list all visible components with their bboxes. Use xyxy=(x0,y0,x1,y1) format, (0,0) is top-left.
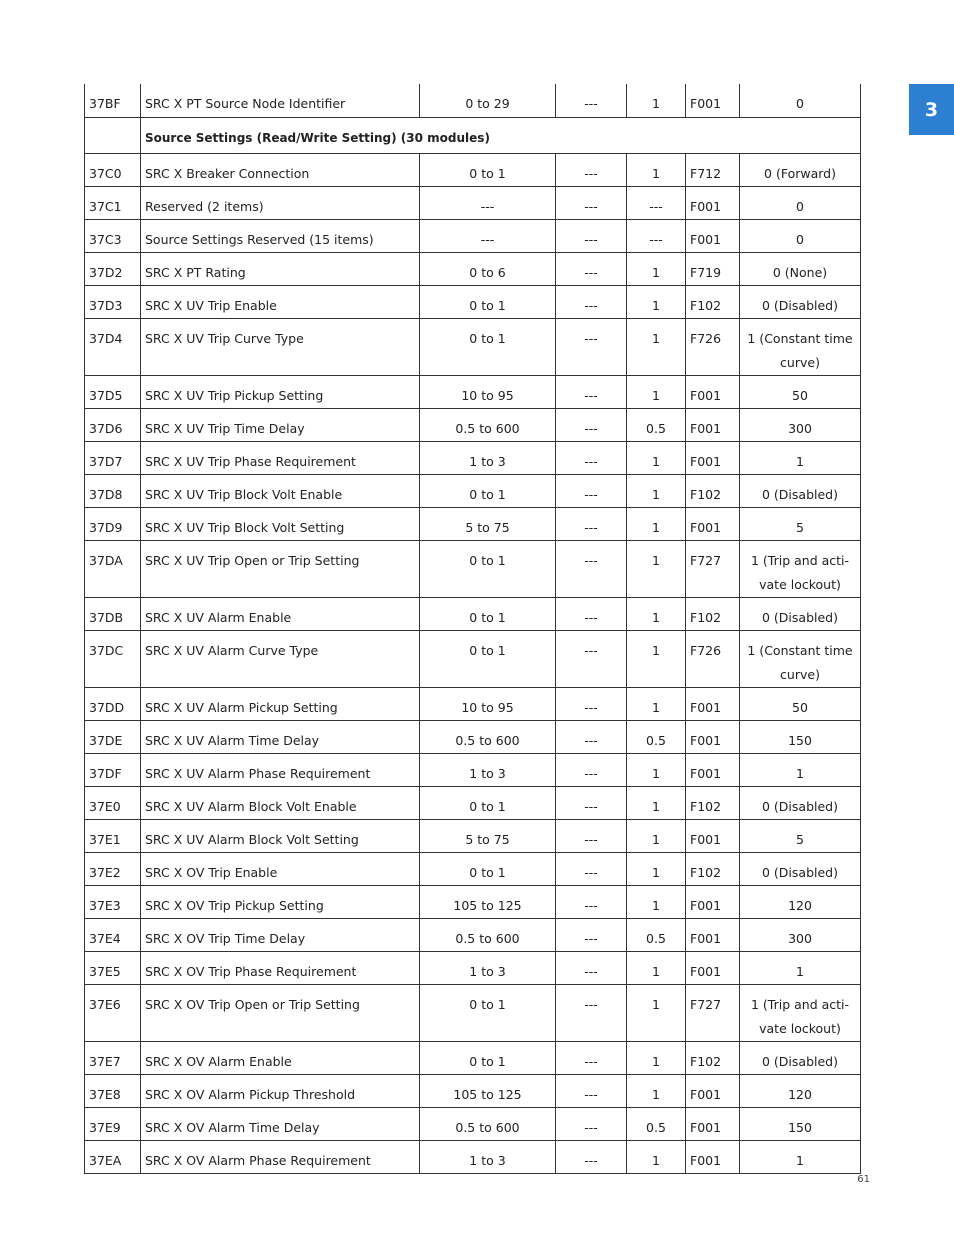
range-cell: 1 to 3 xyxy=(420,753,556,786)
parameter-name-cell: SRC X OV Trip Open or Trip Setting xyxy=(141,984,420,1041)
units-cell: --- xyxy=(556,786,627,819)
range-cell: 1 to 3 xyxy=(420,951,556,984)
address-cell: 37DE xyxy=(85,720,141,753)
format-cell: F001 xyxy=(686,885,740,918)
step-cell: 0.5 xyxy=(627,1107,686,1140)
units-cell: --- xyxy=(556,720,627,753)
step-cell: 1 xyxy=(627,540,686,597)
address-cell: 37D3 xyxy=(85,285,141,318)
address-cell: 37DA xyxy=(85,540,141,597)
default-cell: 1 (Constant time curve) xyxy=(740,318,861,375)
format-cell: F001 xyxy=(686,1140,740,1173)
default-cell: 5 xyxy=(740,819,861,852)
table-row xyxy=(85,786,861,819)
format-cell: F102 xyxy=(686,285,740,318)
range-cell: 0 to 1 xyxy=(420,153,556,186)
range-cell: 0.5 to 600 xyxy=(420,1107,556,1140)
address-cell: 37E0 xyxy=(85,786,141,819)
address-cell: 37C1 xyxy=(85,186,141,219)
default-cell: 50 xyxy=(740,375,861,408)
range-cell: 0 to 1 xyxy=(420,318,556,375)
step-cell: 1 xyxy=(627,84,686,117)
address-cell: 37DD xyxy=(85,687,141,720)
address-cell: 37DC xyxy=(85,630,141,687)
units-cell: --- xyxy=(556,84,627,117)
format-cell: F102 xyxy=(686,786,740,819)
default-cell: 1 xyxy=(740,753,861,786)
default-cell: 0 (Disabled) xyxy=(740,852,861,885)
units-cell: --- xyxy=(556,687,627,720)
format-cell: F727 xyxy=(686,540,740,597)
units-cell: --- xyxy=(556,852,627,885)
table-row xyxy=(85,507,861,540)
table-row xyxy=(85,951,861,984)
units-cell: --- xyxy=(556,1074,627,1107)
parameter-name-cell: SRC X UV Alarm Pickup Setting xyxy=(141,687,420,720)
step-cell: 1 xyxy=(627,984,686,1041)
default-cell: 5 xyxy=(740,507,861,540)
step-cell: 1 xyxy=(627,285,686,318)
range-cell: 105 to 125 xyxy=(420,885,556,918)
format-cell: F102 xyxy=(686,1041,740,1074)
address-cell: 37BF xyxy=(85,84,141,117)
default-cell: 1 (Trip and acti-vate lockout) xyxy=(740,984,861,1041)
section-header-spacer xyxy=(85,117,141,153)
parameter-name-cell: SRC X OV Trip Phase Requirement xyxy=(141,951,420,984)
default-cell: 120 xyxy=(740,1074,861,1107)
address-cell: 37D7 xyxy=(85,441,141,474)
units-cell: --- xyxy=(556,1107,627,1140)
parameter-name-cell: SRC X UV Trip Block Volt Enable xyxy=(141,474,420,507)
default-cell: 50 xyxy=(740,687,861,720)
parameter-name-cell: SRC X UV Alarm Block Volt Setting xyxy=(141,819,420,852)
table-row xyxy=(85,885,861,918)
units-cell: --- xyxy=(556,318,627,375)
address-cell: 37E4 xyxy=(85,918,141,951)
units-cell: --- xyxy=(556,441,627,474)
address-cell: 37E9 xyxy=(85,1107,141,1140)
step-cell: --- xyxy=(627,186,686,219)
step-cell: 1 xyxy=(627,153,686,186)
table-row xyxy=(85,630,861,687)
address-cell: 37D4 xyxy=(85,318,141,375)
address-cell: 37C0 xyxy=(85,153,141,186)
address-cell: 37E7 xyxy=(85,1041,141,1074)
units-cell: --- xyxy=(556,951,627,984)
default-cell: 0 (Disabled) xyxy=(740,474,861,507)
range-cell: 0.5 to 600 xyxy=(420,720,556,753)
range-cell: 0.5 to 600 xyxy=(420,408,556,441)
table-row xyxy=(85,1140,861,1173)
format-cell: F001 xyxy=(686,1107,740,1140)
format-cell: F001 xyxy=(686,819,740,852)
format-cell: F001 xyxy=(686,441,740,474)
format-cell: F102 xyxy=(686,852,740,885)
parameter-name-cell: SRC X UV Trip Open or Trip Setting xyxy=(141,540,420,597)
address-cell: 37E6 xyxy=(85,984,141,1041)
range-cell: --- xyxy=(420,186,556,219)
parameter-name-cell: SRC X PT Rating xyxy=(141,252,420,285)
format-cell: F001 xyxy=(686,720,740,753)
table-row xyxy=(85,252,861,285)
step-cell: 1 xyxy=(627,786,686,819)
default-cell: 150 xyxy=(740,1107,861,1140)
default-cell: 300 xyxy=(740,918,861,951)
parameter-name-cell: Reserved (2 items) xyxy=(141,186,420,219)
units-cell: --- xyxy=(556,474,627,507)
units-cell: --- xyxy=(556,1140,627,1173)
range-cell: 0 to 1 xyxy=(420,597,556,630)
parameter-name-cell: SRC X UV Trip Time Delay xyxy=(141,408,420,441)
parameter-name-cell: SRC X OV Trip Time Delay xyxy=(141,918,420,951)
units-cell: --- xyxy=(556,1041,627,1074)
step-cell: 1 xyxy=(627,951,686,984)
address-cell: 37E2 xyxy=(85,852,141,885)
table-row xyxy=(85,441,861,474)
section-header-row xyxy=(85,117,861,153)
default-cell: 1 (Trip and acti-vate lockout) xyxy=(740,540,861,597)
table-row xyxy=(85,819,861,852)
format-cell: F102 xyxy=(686,597,740,630)
range-cell: 5 to 75 xyxy=(420,507,556,540)
default-cell: 300 xyxy=(740,408,861,441)
range-cell: 1 to 3 xyxy=(420,441,556,474)
default-cell: 0 xyxy=(740,219,861,252)
table-row xyxy=(85,540,861,597)
table-row xyxy=(85,753,861,786)
parameter-name-cell: SRC X OV Alarm Time Delay xyxy=(141,1107,420,1140)
default-cell: 0 (Forward) xyxy=(740,153,861,186)
step-cell: 0.5 xyxy=(627,408,686,441)
range-cell: 0 to 1 xyxy=(420,474,556,507)
format-cell: F001 xyxy=(686,1074,740,1107)
table-row xyxy=(85,153,861,186)
address-cell: 37D5 xyxy=(85,375,141,408)
format-cell: F001 xyxy=(686,753,740,786)
format-cell: F001 xyxy=(686,84,740,117)
parameter-name-cell: SRC X OV Trip Enable xyxy=(141,852,420,885)
format-cell: F001 xyxy=(686,408,740,441)
format-cell: F001 xyxy=(686,687,740,720)
section-header-title: Source Settings (Read/Write Setting) (30 modules) xyxy=(141,117,861,153)
table-row xyxy=(85,1074,861,1107)
parameter-name-cell: SRC X UV Alarm Phase Requirement xyxy=(141,753,420,786)
format-cell: F001 xyxy=(686,375,740,408)
table-row xyxy=(85,1041,861,1074)
chapter-tab: 3 xyxy=(909,84,954,135)
address-cell: 37E5 xyxy=(85,951,141,984)
default-cell: 0 (Disabled) xyxy=(740,786,861,819)
step-cell: 1 xyxy=(627,630,686,687)
table-row xyxy=(85,186,861,219)
units-cell: --- xyxy=(556,507,627,540)
step-cell: 1 xyxy=(627,507,686,540)
step-cell: 1 xyxy=(627,1041,686,1074)
range-cell: 1 to 3 xyxy=(420,1140,556,1173)
step-cell: 0.5 xyxy=(627,918,686,951)
units-cell: --- xyxy=(556,885,627,918)
parameter-name-cell: SRC X OV Alarm Phase Requirement xyxy=(141,1140,420,1173)
step-cell: 1 xyxy=(627,819,686,852)
parameter-name-cell: Source Settings Reserved (15 items) xyxy=(141,219,420,252)
format-cell: F001 xyxy=(686,951,740,984)
default-cell: 150 xyxy=(740,720,861,753)
format-cell: F727 xyxy=(686,984,740,1041)
range-cell: 105 to 125 xyxy=(420,1074,556,1107)
address-cell: 37C3 xyxy=(85,219,141,252)
step-cell: 1 xyxy=(627,687,686,720)
range-cell: 0 to 6 xyxy=(420,252,556,285)
parameter-name-cell: SRC X UV Alarm Time Delay xyxy=(141,720,420,753)
parameter-name-cell: SRC X UV Alarm Enable xyxy=(141,597,420,630)
format-cell: F726 xyxy=(686,630,740,687)
table-row xyxy=(85,219,861,252)
table-row xyxy=(85,84,861,117)
step-cell: 1 xyxy=(627,597,686,630)
step-cell: 1 xyxy=(627,474,686,507)
units-cell: --- xyxy=(556,153,627,186)
units-cell: --- xyxy=(556,918,627,951)
address-cell: 37D2 xyxy=(85,252,141,285)
table-row xyxy=(85,918,861,951)
default-cell: 0 xyxy=(740,84,861,117)
range-cell: 0 to 1 xyxy=(420,1041,556,1074)
address-cell: 37E1 xyxy=(85,819,141,852)
step-cell: 1 xyxy=(627,1074,686,1107)
units-cell: --- xyxy=(556,597,627,630)
format-cell: F102 xyxy=(686,474,740,507)
table-row xyxy=(85,1107,861,1140)
step-cell: 0.5 xyxy=(627,720,686,753)
format-cell: F001 xyxy=(686,219,740,252)
parameter-name-cell: SRC X OV Alarm Pickup Threshold xyxy=(141,1074,420,1107)
parameter-name-cell: SRC X UV Trip Enable xyxy=(141,285,420,318)
step-cell: 1 xyxy=(627,885,686,918)
parameter-name-cell: SRC X OV Trip Pickup Setting xyxy=(141,885,420,918)
default-cell: 1 (Constant time curve) xyxy=(740,630,861,687)
default-cell: 1 xyxy=(740,1140,861,1173)
table-row xyxy=(85,852,861,885)
units-cell: --- xyxy=(556,408,627,441)
step-cell: --- xyxy=(627,219,686,252)
format-cell: F719 xyxy=(686,252,740,285)
parameter-name-cell: SRC X Breaker Connection xyxy=(141,153,420,186)
address-cell: 37D6 xyxy=(85,408,141,441)
table-row xyxy=(85,687,861,720)
step-cell: 1 xyxy=(627,441,686,474)
range-cell: 0.5 to 600 xyxy=(420,918,556,951)
address-cell: 37EA xyxy=(85,1140,141,1173)
parameter-name-cell: SRC X UV Trip Block Volt Setting xyxy=(141,507,420,540)
address-cell: 37E8 xyxy=(85,1074,141,1107)
parameter-name-cell: SRC X OV Alarm Enable xyxy=(141,1041,420,1074)
format-cell: F001 xyxy=(686,507,740,540)
table-row xyxy=(85,408,861,441)
range-cell: 5 to 75 xyxy=(420,819,556,852)
range-cell: 10 to 95 xyxy=(420,687,556,720)
parameter-name-cell: SRC X UV Alarm Curve Type xyxy=(141,630,420,687)
default-cell: 0 xyxy=(740,186,861,219)
units-cell: --- xyxy=(556,984,627,1041)
register-table xyxy=(84,84,861,1174)
units-cell: --- xyxy=(556,219,627,252)
step-cell: 1 xyxy=(627,318,686,375)
step-cell: 1 xyxy=(627,375,686,408)
format-cell: F712 xyxy=(686,153,740,186)
address-cell: 37DF xyxy=(85,753,141,786)
table-row xyxy=(85,984,861,1041)
page-number: 61 xyxy=(857,1174,870,1185)
address-cell: 37D8 xyxy=(85,474,141,507)
units-cell: --- xyxy=(556,753,627,786)
units-cell: --- xyxy=(556,375,627,408)
range-cell: 0 to 1 xyxy=(420,540,556,597)
step-cell: 1 xyxy=(627,252,686,285)
table-row xyxy=(85,474,861,507)
format-cell: F726 xyxy=(686,318,740,375)
units-cell: --- xyxy=(556,252,627,285)
parameter-name-cell: SRC X UV Trip Phase Requirement xyxy=(141,441,420,474)
format-cell: F001 xyxy=(686,918,740,951)
step-cell: 1 xyxy=(627,1140,686,1173)
default-cell: 1 xyxy=(740,951,861,984)
format-cell: F001 xyxy=(686,186,740,219)
range-cell: 0 to 29 xyxy=(420,84,556,117)
range-cell: 0 to 1 xyxy=(420,630,556,687)
table-row xyxy=(85,318,861,375)
address-cell: 37D9 xyxy=(85,507,141,540)
register-table-body xyxy=(85,84,861,1173)
default-cell: 0 (Disabled) xyxy=(740,597,861,630)
default-cell: 1 xyxy=(740,441,861,474)
units-cell: --- xyxy=(556,540,627,597)
parameter-name-cell: SRC X UV Trip Pickup Setting xyxy=(141,375,420,408)
range-cell: 10 to 95 xyxy=(420,375,556,408)
table-row xyxy=(85,285,861,318)
range-cell: 0 to 1 xyxy=(420,786,556,819)
range-cell: 0 to 1 xyxy=(420,285,556,318)
default-cell: 0 (None) xyxy=(740,252,861,285)
parameter-name-cell: SRC X UV Trip Curve Type xyxy=(141,318,420,375)
step-cell: 1 xyxy=(627,753,686,786)
units-cell: --- xyxy=(556,285,627,318)
default-cell: 120 xyxy=(740,885,861,918)
parameter-name-cell: SRC X UV Alarm Block Volt Enable xyxy=(141,786,420,819)
table-row xyxy=(85,720,861,753)
default-cell: 0 (Disabled) xyxy=(740,285,861,318)
table-row xyxy=(85,597,861,630)
range-cell: 0 to 1 xyxy=(420,852,556,885)
default-cell: 0 (Disabled) xyxy=(740,1041,861,1074)
step-cell: 1 xyxy=(627,852,686,885)
units-cell: --- xyxy=(556,186,627,219)
address-cell: 37DB xyxy=(85,597,141,630)
address-cell: 37E3 xyxy=(85,885,141,918)
table-row xyxy=(85,375,861,408)
parameter-name-cell: SRC X PT Source Node Identifier xyxy=(141,84,420,117)
range-cell: 0 to 1 xyxy=(420,984,556,1041)
units-cell: --- xyxy=(556,819,627,852)
range-cell: --- xyxy=(420,219,556,252)
units-cell: --- xyxy=(556,630,627,687)
